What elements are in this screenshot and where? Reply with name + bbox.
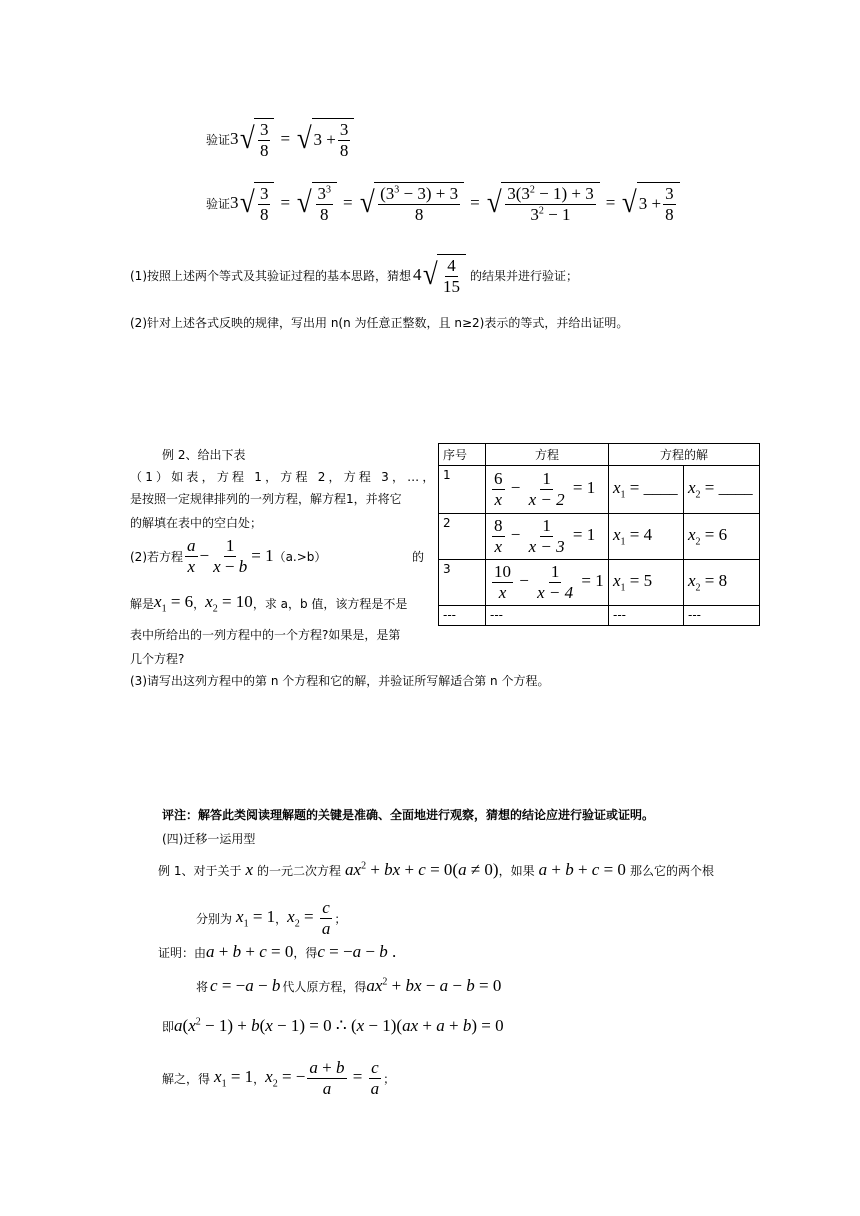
- section-title: (四)迁移一运用型: [162, 832, 256, 846]
- table-row: [439, 606, 760, 626]
- comment: 评注：解答此类阅读理解题的关键是准确、全面地进行观察，猜想的结论应进行验证或证明。: [162, 808, 655, 822]
- example-1-roots: 分别为 $x_1 = 1$ ， $x_2$ = $\frac{c}{a}$ ；: [196, 898, 347, 938]
- roots-label: 分别为: [196, 911, 233, 926]
- example-2-solution: 解是 $x_1 = 6$ ， $x_2 = 10$ ，求 a，b 值，该方程是不是: [130, 592, 408, 615]
- proof-line-1: 证明：由 a + b + c = 0 ，得 c = −a − b .: [158, 942, 397, 961]
- verify-label: 验证: [206, 196, 231, 211]
- example-2-title: 例 2、给出下表: [162, 448, 246, 462]
- example-1-text-mid2: ，如果: [498, 863, 535, 878]
- row-solution-2: $x_2 = 6$: [684, 514, 760, 560]
- example-2-p1-line3: 的解填在表中的空白处；: [130, 516, 263, 530]
- proof-ji: 即: [162, 1019, 175, 1034]
- table-header-solution: 方程的解: [609, 444, 760, 466]
- row-placeholder: ---: [439, 606, 486, 626]
- row-solution-1: $x_1 = 5$: [609, 560, 684, 606]
- row-number: 3: [439, 560, 486, 606]
- question-1-tail: 的结果并进行验证；: [469, 268, 578, 283]
- example-2-p2-line4: 几个方程?: [130, 652, 185, 666]
- example-2-solution-text: 解是: [130, 596, 155, 611]
- proof-line-3: 即 $a(x^2 - 1) + b(x - 1) = 0$ ∴ (x − 1)(ax + a + b) = 0: [162, 1016, 504, 1035]
- example-1-text: 例 1、对于关于: [158, 863, 242, 878]
- row-solution-2: $x_2 = 8$: [684, 560, 760, 606]
- verify-equation-2: 验证 3 √ $\frac{3}{8}$ = √ $\frac{3^3}{8}$ = √ $\frac{(3^3 - 3) + 3}{8}$ = √ $\frac{3(3^2 - 1) + 3}{3^2 - 1}$ = √ 3 + $\frac{3}{8}$: [206, 182, 680, 224]
- table-header-no: 序号: [439, 444, 486, 466]
- row-placeholder: ---: [684, 606, 760, 626]
- example-2-p2-line3: 表中所给出的一列方程中的一个方程?如果是，是第: [130, 628, 401, 642]
- question-1: (1)按照上述两个等式及其验证过程的基本思路，猜想 4 √ $\frac{4}{15}$ 的结果并进行验证；: [130, 256, 578, 296]
- proof-solve-label: 解之，得: [162, 1071, 211, 1086]
- row-placeholder: ---: [609, 606, 684, 626]
- question-1-text: (1)按照上述两个等式及其验证过程的基本思路，猜想: [130, 268, 412, 283]
- row-equation: $\frac{8}{x}$ − $\frac{1}{x - 3}$ = 1: [486, 514, 609, 560]
- example-2-p2: (2)若方程 $\frac{a}{x}$ − $\frac{1}{x - b}$ = 1 （a.>b）: [130, 536, 327, 576]
- example-2-p2-de: 的: [412, 550, 425, 564]
- example-2-p1: （1）如表，方程 1，方程 2，方程 3，…，: [130, 470, 438, 484]
- row-solution-1: $x_1 = 4$: [609, 514, 684, 560]
- example-2-p2-cond: （a.>b）: [273, 549, 327, 564]
- row-solution-2: $x_2$ = ____: [684, 466, 760, 514]
- proof-sub-mid: 代人原方程，得: [282, 979, 367, 994]
- equation-table: [438, 443, 760, 626]
- row-placeholder: ---: [486, 606, 609, 626]
- proof-sub-label: 将: [196, 979, 209, 994]
- proof-mid: ，得: [293, 945, 318, 960]
- example-2-p1-line2: 是按照一定规律排列的一列方程，解方程1，并将它: [130, 492, 402, 506]
- verify-label: 验证: [206, 132, 231, 147]
- proof-line-2: 将 c = −a − b 代人原方程，得 $ax^2$ + bx − a − b = 0: [196, 976, 502, 995]
- row-number: 1: [439, 466, 486, 514]
- table-row: [439, 560, 760, 606]
- example-2-p3: (3)请写出这列方程中的第 n 个方程和它的解，并验证所写解适合第 n 个方程。: [130, 674, 550, 688]
- proof-line-4: 解之，得 $x_1 = 1$ ， $x_2$ = − $\frac{a + b}{a}$ = $\frac{c}{a}$ ；: [162, 1058, 396, 1098]
- row-equation: $\frac{6}{x}$ − $\frac{1}{x - 2}$ = 1: [486, 466, 609, 514]
- row-equation: $\frac{10}{x}$ − $\frac{1}{x - 4}$ = 1: [486, 560, 609, 606]
- example-1-statement: 例 1、对于关于 x 的一元二次方程 $ax^2$ + bx + c = 0(a ≠ 0) ，如果 a + b + c = 0 那么它的两个根: [158, 860, 714, 879]
- example-2-p2-text: (2)若方程: [130, 549, 183, 564]
- table-header-equation: 方程: [486, 444, 609, 466]
- example-2-solution-tail: ，求 a，b 值，该方程是不是: [252, 596, 408, 611]
- example-1-text-mid: 的一元二次方程: [257, 863, 342, 878]
- proof-label: 证明：由: [158, 945, 207, 960]
- row-solution-1: $x_1$ = ____: [609, 466, 684, 514]
- table-row: [439, 514, 760, 560]
- row-number: 2: [439, 514, 486, 560]
- example-1-text-post: 那么它的两个根: [629, 863, 714, 878]
- question-2: (2)针对上述各式反映的规律，写出用 n(n 为任意正整数，且 n≥2)表示的等式，并给出证明。: [130, 316, 629, 330]
- verify-equation-1: 验证 3 √ $\frac{3}{8}$ = √ 3 + $\frac{3}{8}$: [206, 118, 354, 160]
- table-row: [439, 466, 760, 514]
